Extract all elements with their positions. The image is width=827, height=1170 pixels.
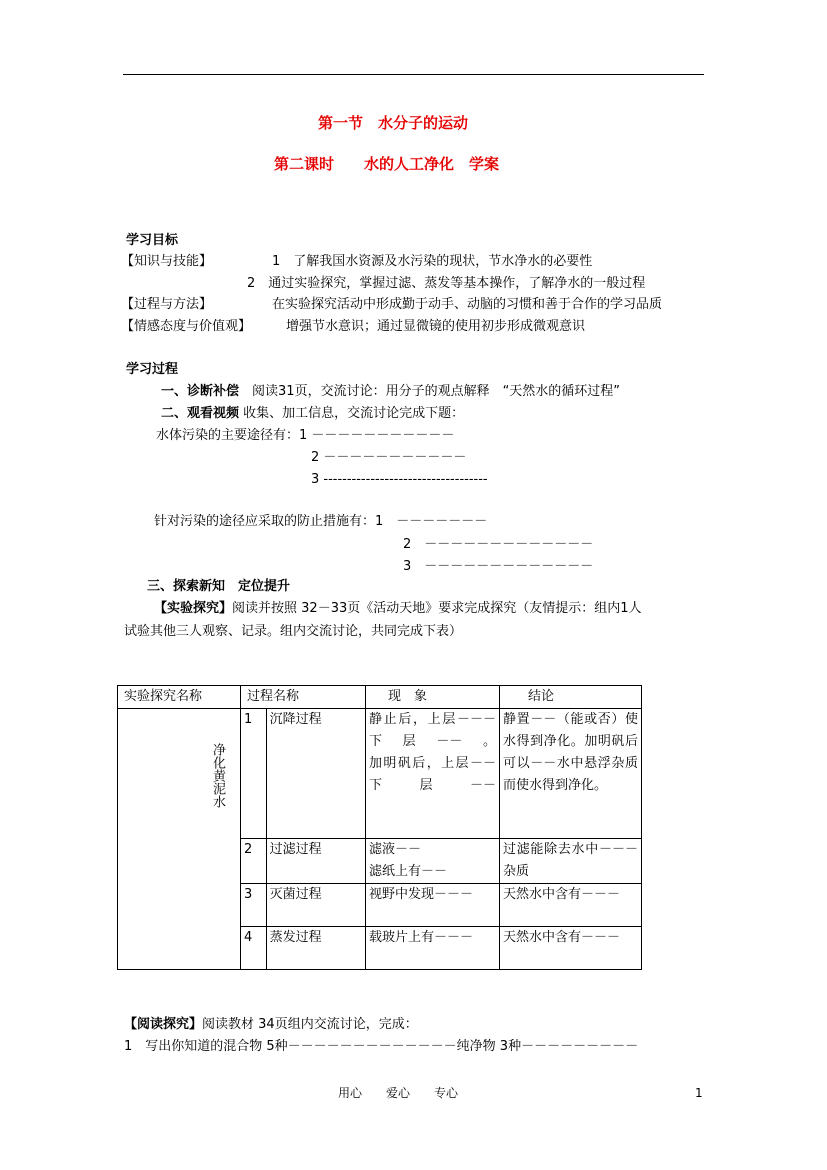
row-phenomenon [366, 709, 500, 839]
step-2-text: 收集、加工信息，交流讨论完成下题： [243, 406, 465, 421]
phenomenon-line: 加明矾后，上层－－下层－－ [369, 756, 496, 793]
process-heading: 学习过程 [126, 362, 179, 377]
table-header-row [118, 686, 642, 709]
row-process-name: 过滤过程 [266, 839, 365, 884]
row-number: 2 [241, 839, 267, 884]
row-process-name: 蒸发过程 [266, 927, 365, 970]
group-name: 净化黄泥水 [210, 743, 225, 808]
row-process-name: 灭菌过程 [266, 884, 365, 927]
row-number: 3 [241, 884, 267, 927]
pollution-question: 水体污染的主要途径有：1 －－－－－－－－－－－ [156, 428, 455, 443]
step-1-text: 阅读31页，交流讨论：用分子的观点解释 “天然水的循环过程” [252, 384, 621, 399]
row-conclusion: 静置－－（能或否）使水得到净化。加明矾后可以－－水中悬浮杂质而使水得到净化。 [500, 709, 642, 839]
table-header-cell: 结论 [500, 686, 642, 709]
process-label: 【过程与方法】 [121, 297, 213, 312]
reading-label: 【阅读探究】 [124, 1017, 203, 1032]
goals-heading: 学习目标 [126, 233, 179, 248]
experiment-intro [154, 602, 642, 615]
group-name-cell [118, 709, 241, 970]
prevention-answer-3: 3 －－－－－－－－－－－－－ [403, 559, 594, 574]
row-phenomenon [366, 839, 500, 884]
emotion-label: 【情感态度与价值观】 [121, 319, 252, 334]
experiment-table [117, 685, 642, 970]
pollution-answer-3: 3 ----------------------------------- [311, 472, 488, 487]
row-conclusion: 过滤能除去水中－－－杂质 [500, 839, 642, 884]
prevention-question: 针对污染的途径应采取的防止措施有：1 －－－－－－－ [154, 514, 488, 529]
experiment-text-1: 阅读并按照 32－33页《活动天地》要求完成探究（友情提示：组内1人 [232, 601, 642, 616]
step-2 [161, 407, 464, 420]
row-phenomenon: 载玻片上有－－－ [366, 927, 500, 970]
title-lesson: 第二课时 水的人工净化 学案 [274, 155, 500, 173]
prevention-answer-2: 2 －－－－－－－－－－－－－ [403, 537, 594, 552]
phenomenon-line: 滤纸上有－－ [369, 864, 448, 879]
pollution-answer-2: 2 －－－－－－－－－－－ [311, 450, 467, 465]
row-conclusion: 天然水中含有－－－ [500, 884, 642, 927]
row-conclusion: 天然水中含有－－－ [500, 927, 642, 970]
row-phenomenon: 视野中发现－－－ [366, 884, 500, 927]
reading-question-1: 1 写出你知道的混合物 5种－－－－－－－－－－－－－纯净物 3种－－－－－－－－－ [124, 1039, 639, 1054]
knowledge-goal-1: 1 了解我国水资源及水污染的现状，节水净水的必要性 [272, 254, 593, 269]
title-section: 第一节 水分子的运动 [318, 114, 469, 132]
step-3-heading: 三、探索新知 定位提升 [147, 579, 291, 594]
table-header-cell: 实验探究名称 [118, 686, 241, 709]
row-process-name: 沉降过程 [266, 709, 365, 839]
table-header-cell: 现 象 [366, 686, 500, 709]
top-rule [123, 74, 704, 75]
process-goal: 在实验探究活动中形成勤于动手、动脑的习惯和善于合作的学习品质 [272, 297, 663, 312]
page-number: 1 [695, 1086, 703, 1100]
reading-intro [124, 1018, 418, 1031]
step-2-label: 二、观看视频 [161, 406, 240, 421]
table-header-cell: 过程名称 [241, 686, 366, 709]
phenomenon-line: 静止后，上层－－－下层－－。 [369, 712, 496, 749]
row-number: 4 [241, 927, 267, 970]
experiment-label: 【实验探究】 [154, 601, 233, 616]
phenomenon-line: 滤液－－ [369, 842, 422, 857]
knowledge-label: 【知识与技能】 [121, 254, 213, 269]
experiment-text-2: 试验其他三人观察、记录。组内交流讨论，共同完成下表） [124, 624, 463, 639]
emotion-goal: 增强节水意识；通过显微镜的使用初步形成微观意识 [286, 319, 586, 334]
row-number: 1 [241, 709, 267, 839]
table-row [118, 709, 642, 839]
reading-text: 阅读教材 34页组内交流讨论，完成： [202, 1017, 418, 1032]
footer-motto: 用心 爱心 专心 [338, 1086, 459, 1100]
knowledge-goal-2: 2 通过实验探究，掌握过滤、蒸发等基本操作，了解净水的一般过程 [247, 276, 646, 291]
step-1 [161, 385, 620, 398]
step-1-label: 一、诊断补偿 [161, 384, 240, 399]
